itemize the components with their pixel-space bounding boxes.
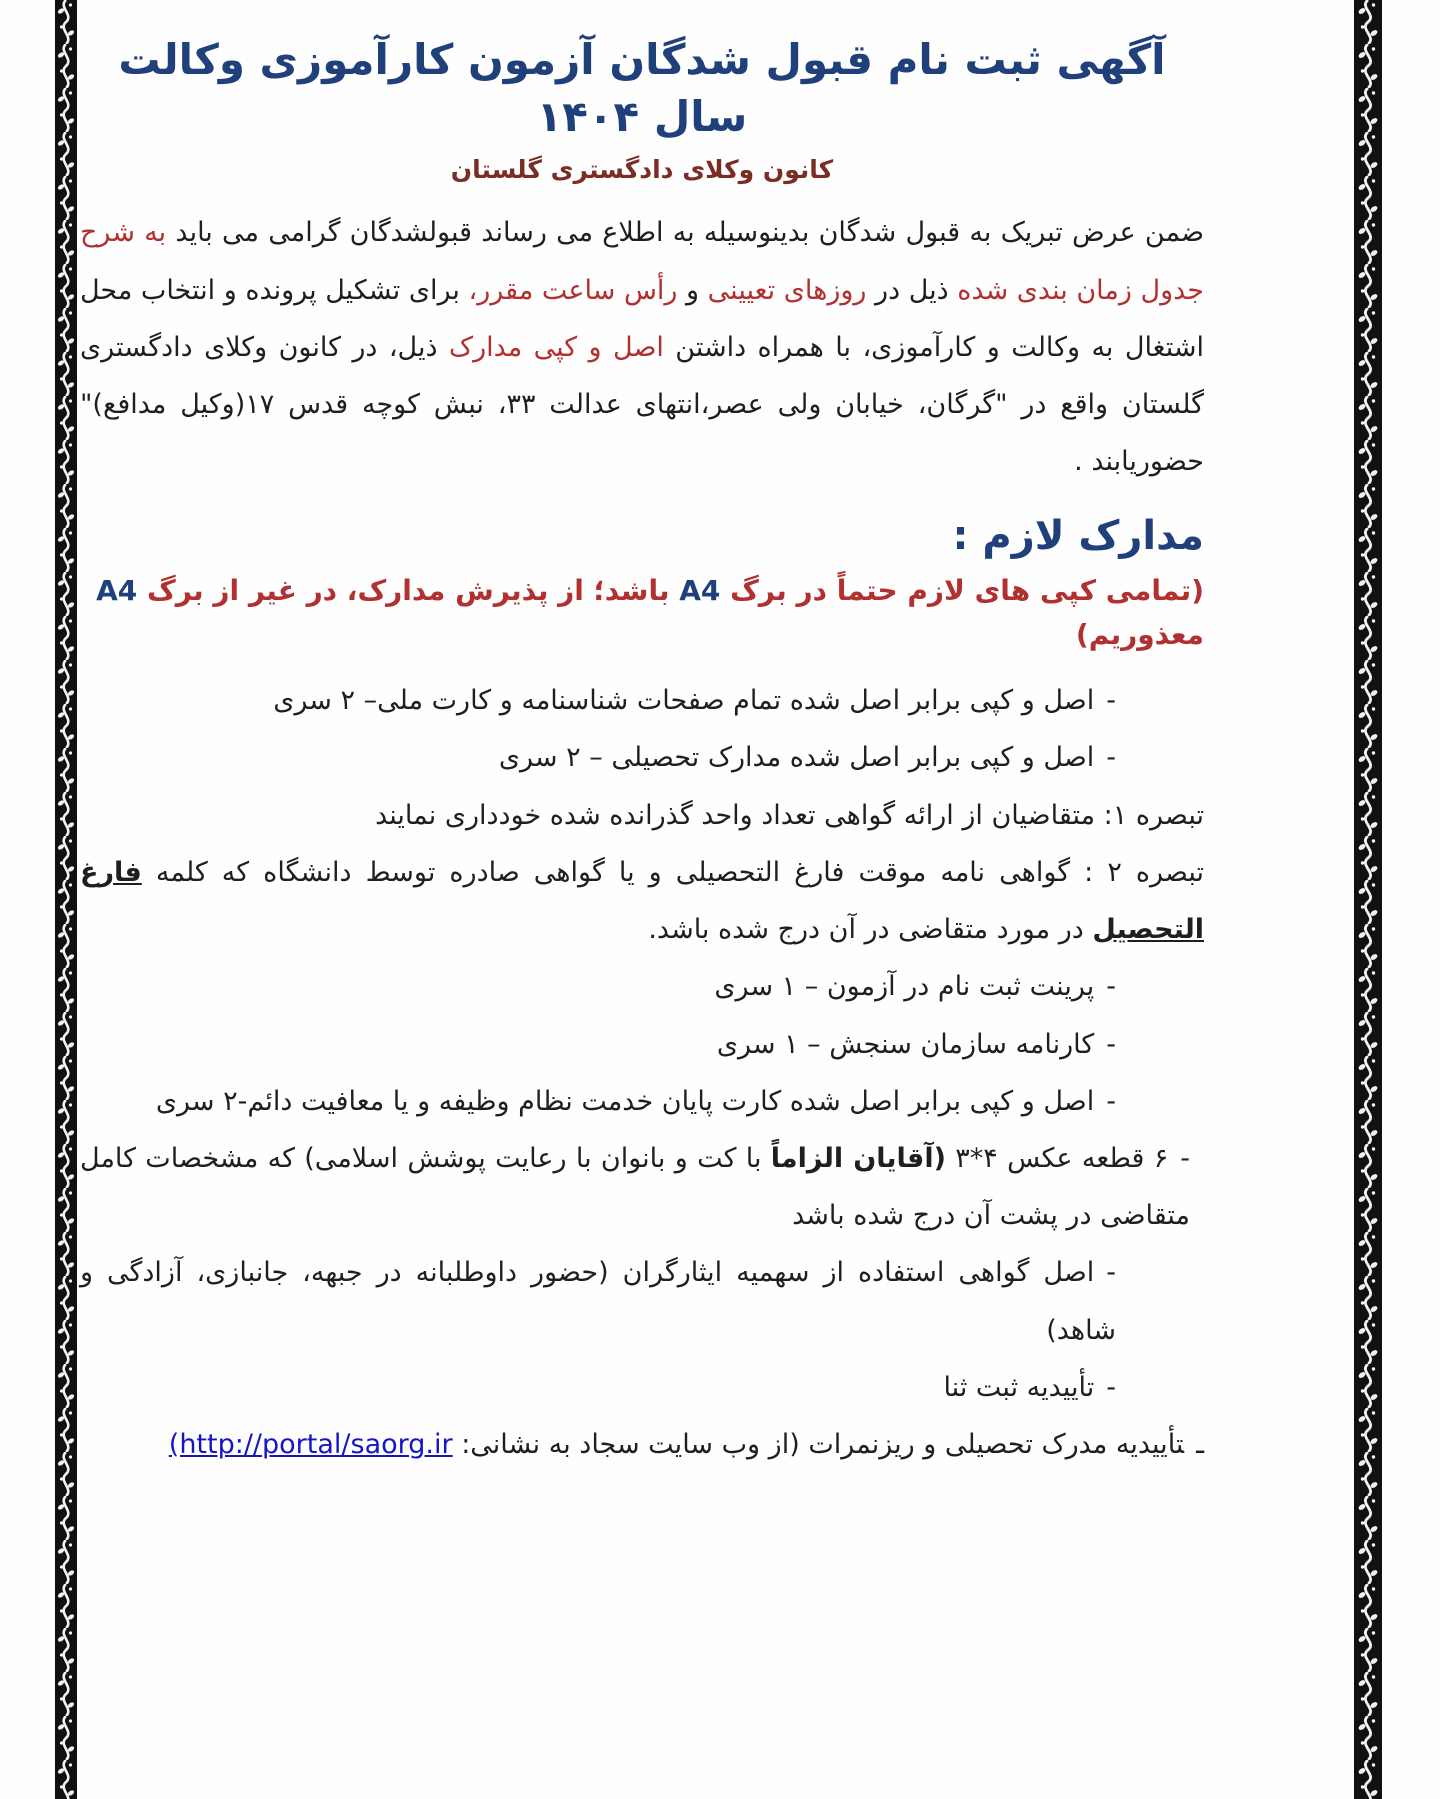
text-segment: اصل و کپی برابر اصل شده مدارک تحصیلی – ۲ سری xyxy=(498,742,1095,774)
text-segment: ۶ قطعه عکس ۴*۳ xyxy=(945,1143,1169,1175)
required-documents-heading: مدارک لازم : xyxy=(952,512,1204,559)
text-segment: اصل گواهی استفاده از سهمیه ایثارگران (حضور داوطلبانه در جبهه، جانبازی، آزادگی و شاهد) xyxy=(80,1257,1116,1346)
intro-paragraph xyxy=(80,204,1204,490)
bullet-dash: - xyxy=(1106,1085,1116,1117)
required-documents-list xyxy=(80,672,1204,1473)
text-segment: در مورد متقاضی در آن درج شده باشد. xyxy=(648,914,1093,946)
text-segment: تبصره ۱: متقاضیان از ارائه گواهی تعداد واحد گذرانده شده خودداری نمایند xyxy=(375,799,1204,831)
text-segment: اصل و کپی برابر اصل شده تمام صفحات شناسنامه و کارت ملی– ۲ سری xyxy=(273,685,1095,717)
bullet-dash: - xyxy=(1106,1371,1116,1403)
document-list-item xyxy=(80,958,1204,1015)
text-segment: برای تشکیل پرونده و انتخاب محل اشتغال به وکالت و کارآموزی، با همراه داشتن xyxy=(79,274,1204,363)
document-list-item xyxy=(80,1073,1204,1130)
document-list-item xyxy=(80,1244,1204,1358)
text-segment: معذوریم) xyxy=(1075,618,1204,652)
text-segment: کارنامه سازمان سنجش – ۱ سری xyxy=(716,1028,1095,1060)
text-segment: تأییدیه مدرک تحصیلی و ریزنمرات (از وب سایت سجاد به نشانی: xyxy=(452,1429,1185,1461)
text-segment: رأس ساعت مقرر، xyxy=(468,274,678,306)
text-segment: A4 xyxy=(96,573,138,607)
bullet-dash: - xyxy=(1106,1028,1116,1060)
bullet-dash: - xyxy=(1106,685,1116,717)
text-segment: A4 xyxy=(679,573,721,607)
text-segment: روزهای تعیینی xyxy=(707,274,867,306)
document-list-item xyxy=(80,1130,1204,1244)
text-segment: ذیل، در کانون وکلای دادگستری گلستان واقع در "گرگان، خیابان ولی عصر،انتهای عدالت ۳۳، نبش کوچه قدس ۱۷(وکیل مدافع)" حضوریابند . xyxy=(80,331,1204,478)
text-segment: باشد؛ از پذیرش مدارک، در غیر از برگ xyxy=(137,573,680,607)
bullet-dash: - xyxy=(1106,1257,1116,1289)
document-list-item xyxy=(80,729,1204,786)
text-segment: ضمن عرض تبریک به قبول شدگان بدینوسیله به اطلاع می رساند قبولشدگان گرامی می باید xyxy=(166,217,1204,249)
text-segment: پرینت ثبت نام در آزمون – ۱ سری xyxy=(714,971,1095,1003)
text-segment: تبصره ۲ : گواهی نامه موقت فارغ التحصیلی و یا گواهی صادره توسط دانشگاه که کلمه xyxy=(141,856,1205,888)
document-list-item xyxy=(80,1359,1204,1416)
bullet-dash: ـ xyxy=(1196,1429,1204,1461)
text-segment: (تمامی کپی های لازم حتماً در برگ xyxy=(720,573,1204,607)
text-segment: (آقایان الزاماً xyxy=(770,1143,946,1175)
page-subtitle: کانون وکلای دادگستری گلستان xyxy=(450,155,834,185)
document-content xyxy=(80,26,1204,1473)
text-segment: ذیل در xyxy=(866,274,958,306)
document-list-item xyxy=(80,1416,1204,1473)
text-segment: به شرح جدول زمان بندی شده xyxy=(80,217,1204,306)
bullet-dash: - xyxy=(1180,1143,1190,1175)
document-list-item xyxy=(80,1016,1204,1073)
a4-copies-notice xyxy=(80,569,1204,659)
bullet-dash: - xyxy=(1106,742,1116,774)
page-title: آگهی ثبت نام قبول شدگان آزمون کارآموزی وکالت سال ۱۴۰۴ xyxy=(118,35,1166,141)
bullet-dash: - xyxy=(1106,971,1116,1003)
text-segment: فارغ التحصیل xyxy=(80,856,1204,946)
text-segment: و xyxy=(677,274,708,306)
text-segment: با کت و بانوان با رعایت پوشش اسلامی) که مشخصات کامل متقاضی در پشت آن درج شده باشد xyxy=(80,1143,1190,1232)
text-segment: اصل و کپی مدارک xyxy=(448,331,664,363)
document-list-item xyxy=(80,844,1204,958)
ornamental-border-left-icon xyxy=(55,0,77,1799)
text-segment: اصل و کپی برابر اصل شده کارت پایان خدمت نظام وظیفه و یا معافیت دائم-۲ سری xyxy=(155,1085,1095,1117)
document-list-item xyxy=(80,787,1204,844)
text-segment: تأییدیه ثبت ثنا xyxy=(943,1371,1095,1403)
document-list-item xyxy=(80,672,1204,729)
saorg-link[interactable]: (http://portal/saorg.ir xyxy=(168,1429,453,1461)
ornamental-border-right-icon xyxy=(1354,0,1382,1799)
